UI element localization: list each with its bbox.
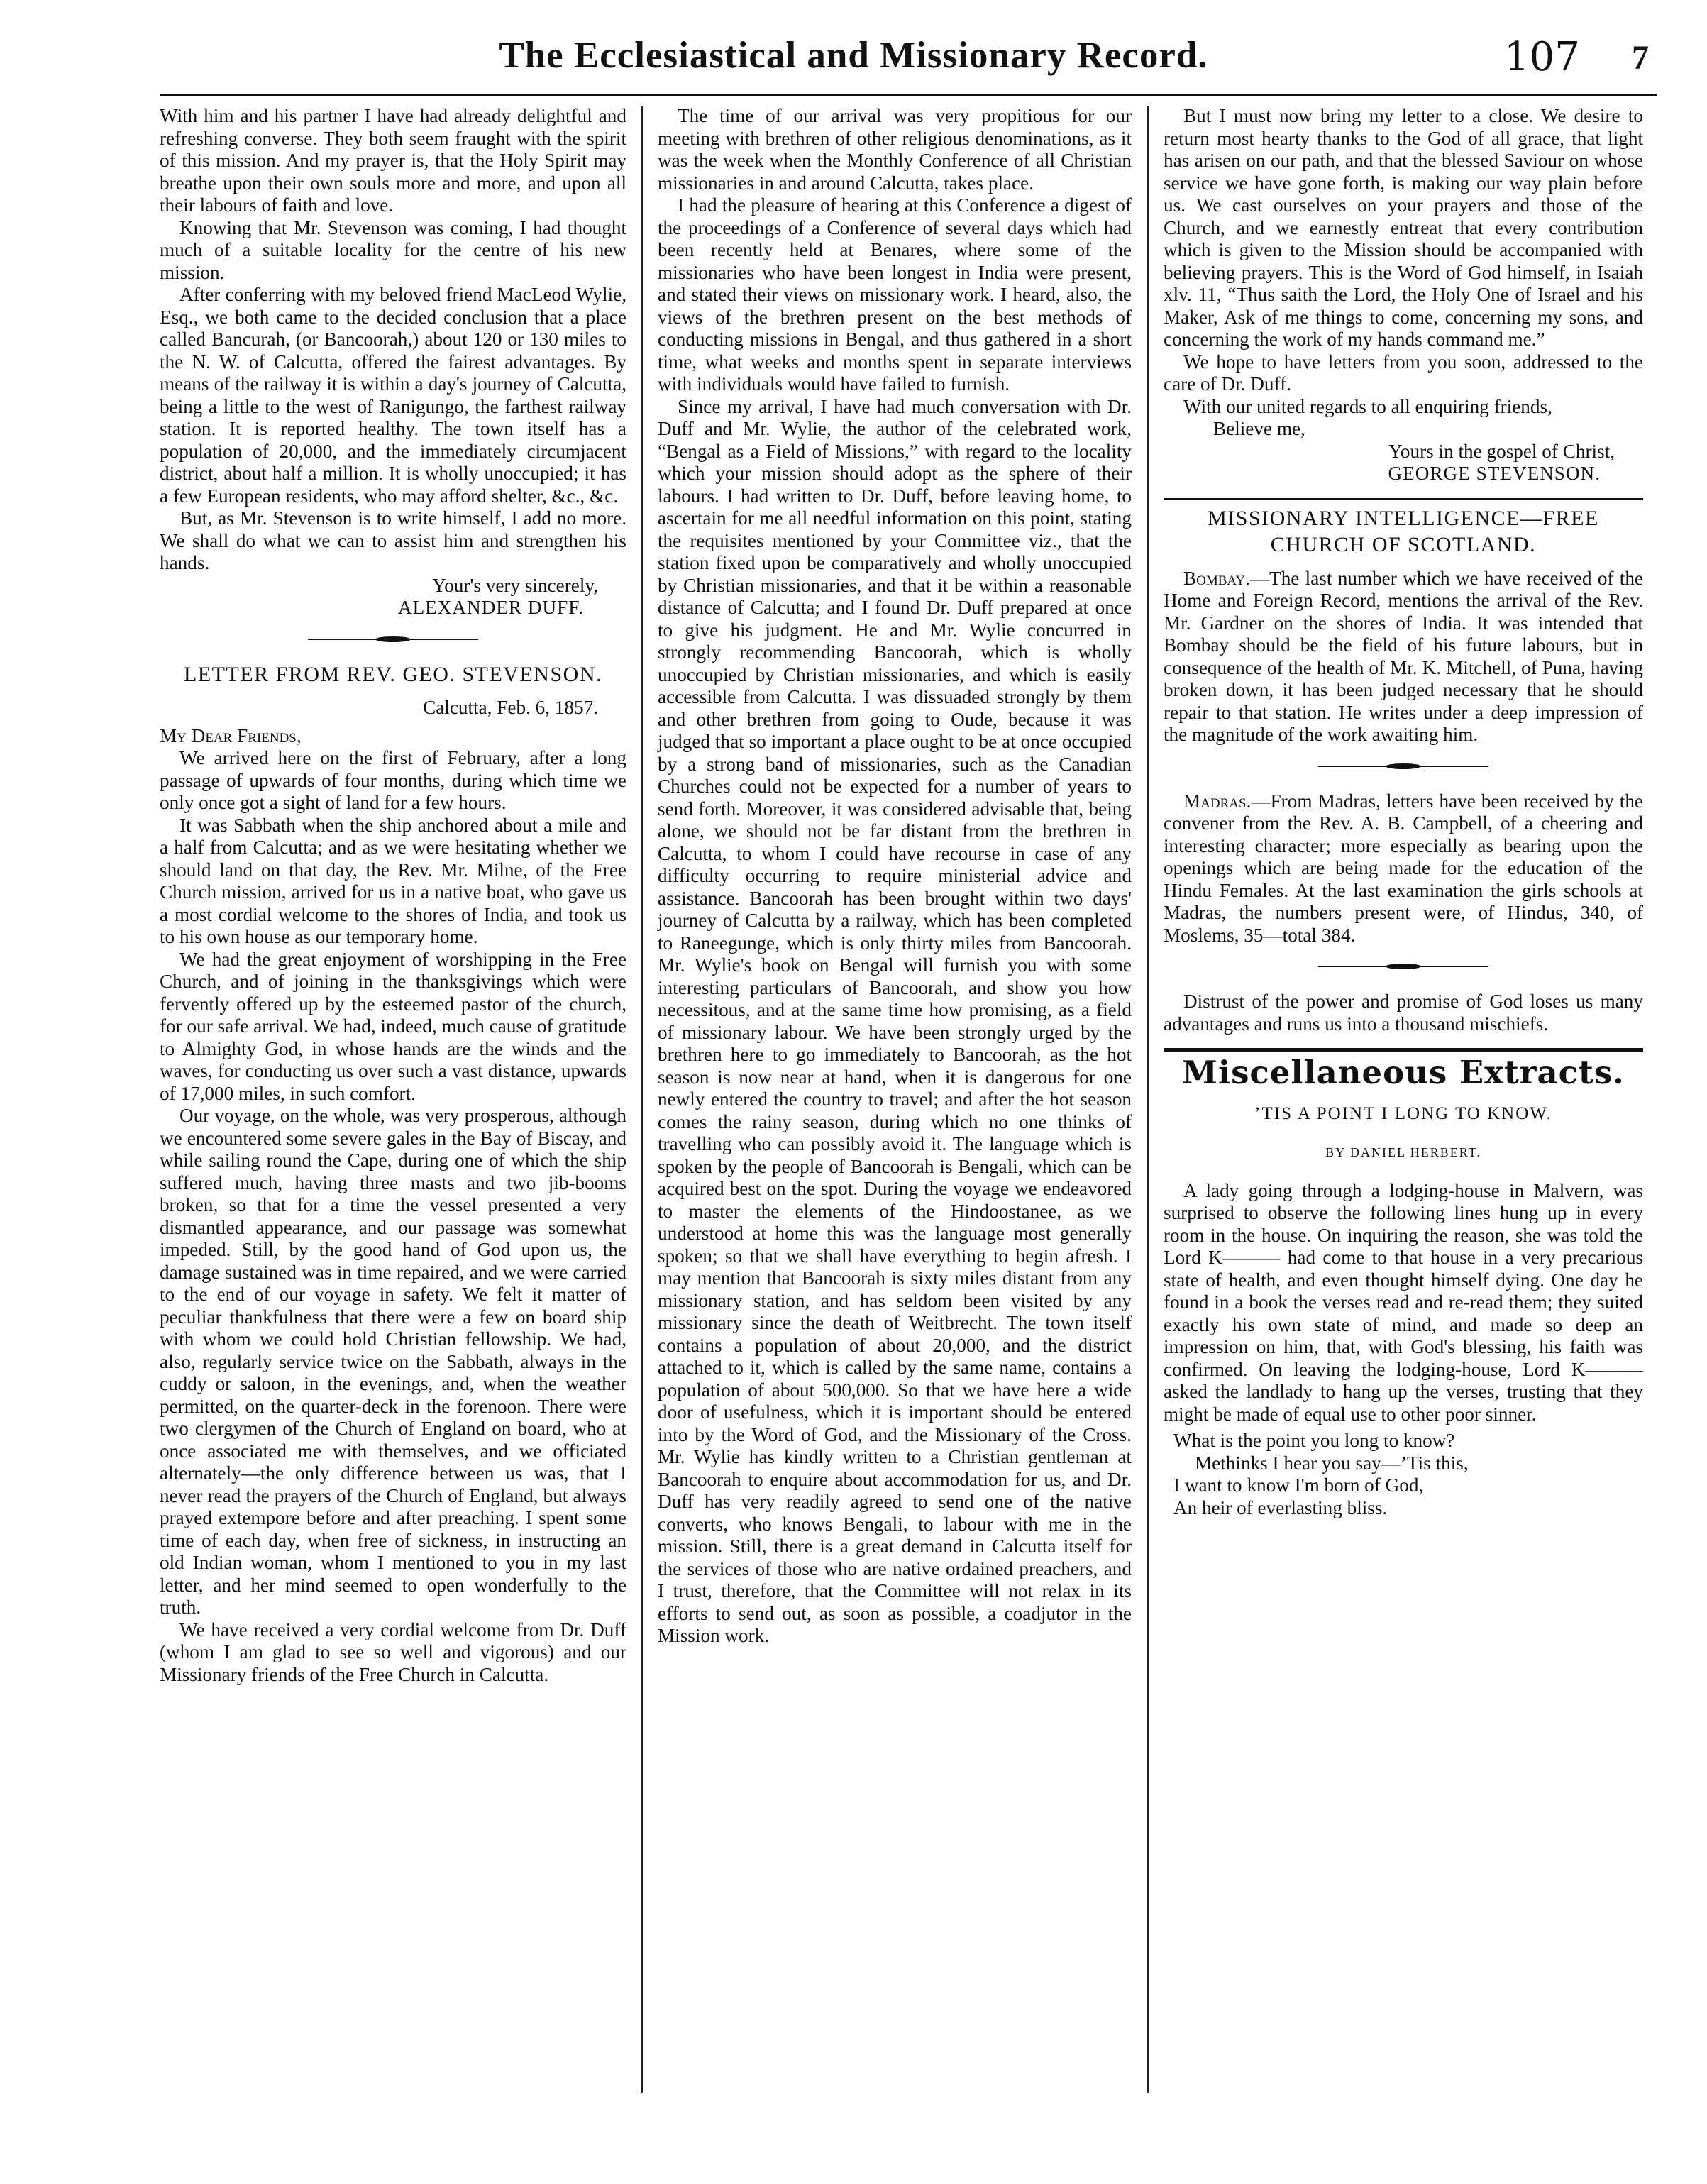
paragraph: But, as Mr. Stevenson is to write himself, I add no more. We shall do what we can to assist him and strengthen his hands.: [160, 507, 626, 573]
masthead-title: The Ecclesiastical and Missionary Record.: [499, 35, 1208, 76]
section-separator: [308, 636, 478, 642]
column-rule-1: [641, 106, 643, 2093]
section-separator: [1318, 763, 1488, 769]
paragraph: We have received a very cordial welcome from Dr. Duff (whom I am glad to see so well and vigorous) and our Missionary friends of the Free Church in Calcutta.: [160, 1618, 626, 1685]
paragraph: It was Sabbath when the ship anchored about a mile and a half from Calcutta; and as we were hesitating whether we should land on that day, the Rev. Mr. Milne, of the Free Church mission, arrived for us in a native boat, who gave us a most cordial welcome to the shores of India, and took us to his own house as our temporary home.: [160, 814, 626, 947]
verse-line: Methinks I hear you say—’Tis this,: [1195, 1452, 1469, 1474]
column-rule-2: [1147, 106, 1149, 2093]
letter-closing: Yours in the gospel of Christ,: [1388, 440, 1615, 462]
paragraph: With our united regards to all enquiring friends,: [1183, 395, 1552, 417]
paragraph: We had the great enjoyment of worshipping in the Free Church, and of joining in the thanksgivings which were fervently offered up by the esteemed pastor of the church, for our safe arrival. We had, indeed, much cause of gratitude to Almighty God, in whose hands are the winds and the waves, for conducting us over such a vast distance, upwards of 17,000 miles, in such comfort.: [160, 948, 626, 1104]
page-number: 7: [1632, 39, 1649, 77]
section-rule: [1164, 1048, 1643, 1052]
salutation: My Dear Friends,: [160, 724, 302, 746]
article-heading: LETTER FROM REV. GEO. STEVENSON.: [184, 662, 602, 686]
column-2: [658, 105, 1132, 1648]
section-heading: MISSIONARY INTELLIGENCE—FREE: [1208, 506, 1599, 530]
paragraph: With him and his partner I have had already delightful and refreshing converse. They both seem fraught with the spirit of this mission. And my prayer is, that the Holy Spirit may breathe upon their own souls more and more, and upon all their labours of faith and love.: [160, 105, 626, 216]
masthead-rule: [160, 94, 1657, 96]
column-3: [1164, 105, 1643, 1519]
paragraph: After conferring with my beloved friend MacLeod Wylie, Esq., we both came to the decided conclusion that a place called Bancurah, (or Bancoorah,) about 120 or 130 miles to the N. W. of Calcutta, offered the fairest advantages. By means of the railway it is within a day's journey of Calcutta, being a little to the west of Ranigungo, the farthest railway station. It is reported healthy. The town itself has a population of 20,000, and the immediately circumjacent district, about half a million. It is wholly unoccupied; it has a few European residents, who may afford shelter, &c., &c.: [160, 284, 626, 507]
letter-signature: ALEXANDER DUFF.: [397, 597, 584, 618]
byline: BY DANIEL HERBERT.: [1325, 1145, 1481, 1159]
place-lead: Bombay.: [1183, 567, 1250, 589]
paragraph-body: —The last number which we have received of the Home and Foreign Record, mentions the arrival of the Rev. Mr. Gardner on the shores of India. It was intended that Bombay should be the field of his future labours, but in consequence of the health of Mr. K. Mitchell, of Puna, having broken down, it has been judged necessary that he should repair to that station. He writes under a deep impression of the magnitude of the work awaiting him.: [1164, 567, 1643, 745]
section-heading: CHURCH OF SCOTLAND.: [1270, 533, 1537, 556]
paragraph: But I must now bring my letter to a close. We desire to return most hearty thanks to the God of all grace, that light has arisen on our path, and that the blessed Saviour on whose service we have gone forth, is making our way plain before us. We cast ourselves on your prayers and those of the Church, and we earnestly entreat that every contribution which is given to the Mission should be accompanied with believing prayers. This is the Word of God himself, in Isaiah xlv. 11, “Thus saith the Lord, the Holy One of Israel and his Maker, Ask of me things to come, concerning my sons, and concerning the work of my hands command me.”: [1164, 105, 1643, 350]
verse-line: I want to know I'm born of God,: [1173, 1474, 1424, 1496]
paragraph: We hope to have letters from you soon, addressed to the care of Dr. Duff.: [1164, 351, 1643, 395]
section-separator: [1318, 964, 1488, 969]
paragraph: A lady going through a lodging-house in Malvern, was surprised to observe the following lines hung up in every room in the house. On inquiring the reason, she was told the Lord K——— had come to that house in a very precarious state of health, and even thought himself dying. One day he found in a book the verses read and re-read them; they suited exactly his own state of mind, and made so deep an impression on him, that, with God's blessing, his faith was confirmed. On leaving the lodging-house, Lord K——— asked the landlady to hang up the verses, trusting that they might be made of equal use to other poor sinner.: [1164, 1179, 1643, 1425]
handwritten-page-number: 107: [1504, 34, 1580, 80]
paragraph: [1164, 568, 1643, 746]
letter-signature: GEORGE STEVENSON.: [1388, 463, 1601, 484]
paragraph: [1164, 790, 1643, 947]
place-lead: Madras.: [1183, 790, 1252, 812]
paragraph: Since my arrival, I have had much conversation with Dr. Duff and Mr. Wylie, the author of the celebrated work, “Bengal as a Field of Missions,” with regard to the locality which your mission should adopt as the sphere of their labours. I had written to Dr. Duff, before leaving home, to ascertain for me all needful information on this point, stating the requisites mentioned by your Committee viz., that the station fixed upon be comparatively and wholly unoccupied by Christian missionaries, and that it be within a reasonable distance of Calcutta; and I found Dr. Duff prepared at once to give his judgment. He and Mr. Wylie concurred in strongly recommending Bancoorah, which is wholly unoccupied by Christian missionaries, and which is easily accessible from Calcutta. I was dissuaded strongly by them and other brethren from going to Oude, because it was judged that so important a place ought to be at once occupied by a strong band of missionaries, such as the Canadian Churches could not be expected for a number of years to send forth. Moreover, it was considered advisable that, being alone, we should not be far distant from the brethren in Calcutta, to whom I could have recourse in case of any difficulty occurring to require ministerial advice and assistance. Bancoorah has been brought within two days' journey of Calcutta by a railway, which has been completed to Raneegunge, which is only thirty miles from Bancoorah. Mr. Wylie's book on Bengal will furnish you with some interesting particulars of Bancoorah, and show you how necessitous, and at the same time how promising, as a field of missionary labour. We have been strongly urged by the brethren here to go immediately to Bancoorah, as the hot season is now near at hand, when it is dangerous for one newly entered the country to travel; and after the hot season comes the rainy season, during which no one thinks of travelling who can possibly avoid it. The language which is spoken by the people of Bancoorah is Bengali, which can be acquired best on the spot. During the voyage we endeavored to master the elements of the Hindoostanee, as we understood at home this was the language most generally spoken; so that we shall have everything to begin afresh. I may mention that Bancoorah is sixty miles distant from any missionary station, and has seldom been visited by any missionary since the death of Weitbrecht. The town itself contains a population of about 20,000, and the district attached to it, which is called by the same name, contains a population of about 500,000. So that we have here a wide door of usefulness, which it is important should be entered into by the Word of God, and the Missionary of the Cross. Mr. Wylie has kindly written to a Christian gentleman at Bancoorah to enquire about accommodation for us, and Dr. Duff has very readily agreed to send one of the native converts, who knows Bengali, to labour with me in the mission. Still, there is a great demand in Calcutta itself for the services of those who are native ordained preachers, and I trust, therefore, that the Committee will not relax in its efforts to send out, as soon as possible, a coadjutor in the Mission work.: [658, 395, 1132, 1646]
paragraph: The time of our arrival was very propitious for our meeting with brethren of other religious denominations, as it was the week when the Monthly Conference of all Christian missionaries in and around Calcutta, takes place.: [658, 105, 1132, 194]
paragraph: Knowing that Mr. Stevenson was coming, I had thought much of a suitable locality for the centre of his new mission.: [160, 216, 626, 283]
letter-closing: Your's very sincerely,: [432, 574, 598, 596]
paragraph-body: —From Madras, letters have been received by the convener from the Rev. A. B. Campbell, of a cheering and interesting character; more especially as bearing upon the openings which are being made for the education of the Hindu Females. At the last examination the girls schools at Madras, the numbers present were, of Hindus, 340, of Moslems, 35—total 384.: [1164, 790, 1643, 946]
paragraph: Our voyage, on the whole, was very prosperous, although we encountered some severe gales in the Bay of Biscay, and while sailing round the Cape, during one of which the ship suffered much, having three masts and two jib-booms broken, so that for a time the vessel presented a very dismantled appearance, and our passage was somewhat impeded. Still, by the good hand of God upon us, the damage sustained was in time repaired, and we were carried to the end of our voyage in safety. We felt it matter of peculiar thankfulness that there were a few on board ship with whom we could hold Christian fellowship. We had, also, regularly service twice on the Sabbath, always in the cuddy or saloon, in the evenings, and, when the weather permitted, on the quarter-deck in the forenoon. There were two clergymen of the Church of England on board, who at once associated me with themselves, and we officiated alternately—the only difference between us was, that I never read the prayers of the Church of England, but always prayed extempore before and after preaching. I spent some time of each day, when free of sickness, in instructing an old Indian woman, whom I mentioned to you in my last letter, and her mind seemed to open wonderfully to the truth.: [160, 1105, 626, 1618]
section-rule: [1164, 498, 1643, 500]
paragraph: I had the pleasure of hearing at this Conference a digest of the proceedings of a Conference of several days which had been recently held at Benares, where some of the missionaries who have been longest in India were present, and stated their views on missionary work. I heard, also, the views of the brethren present on the best methods of conducting missions in Bengal, and thus gathered in a short time, what weeks and months spent in separate interviews with individuals would have failed to furnish.: [658, 194, 1132, 395]
dateline: Calcutta, Feb. 6, 1857.: [423, 697, 598, 718]
column-1: [160, 105, 626, 1686]
paragraph: We arrived here on the first of February, after a long passage of upwards of four months, during which time we only once got a sight of land for a few hours.: [160, 747, 626, 813]
maxim: Distrust of the power and promise of God loses us many advantages and runs us into a thousand mischiefs.: [1164, 991, 1643, 1035]
verse-line: What is the point you long to know?: [1173, 1430, 1455, 1451]
miscellaneous-heading: Miscellaneous Extracts.: [1182, 1054, 1625, 1091]
poem-title: ’TIS A POINT I LONG TO KNOW.: [1254, 1103, 1552, 1123]
letter-closing: Believe me,: [1213, 418, 1305, 439]
verse-line: An heir of everlasting bliss.: [1173, 1496, 1388, 1518]
